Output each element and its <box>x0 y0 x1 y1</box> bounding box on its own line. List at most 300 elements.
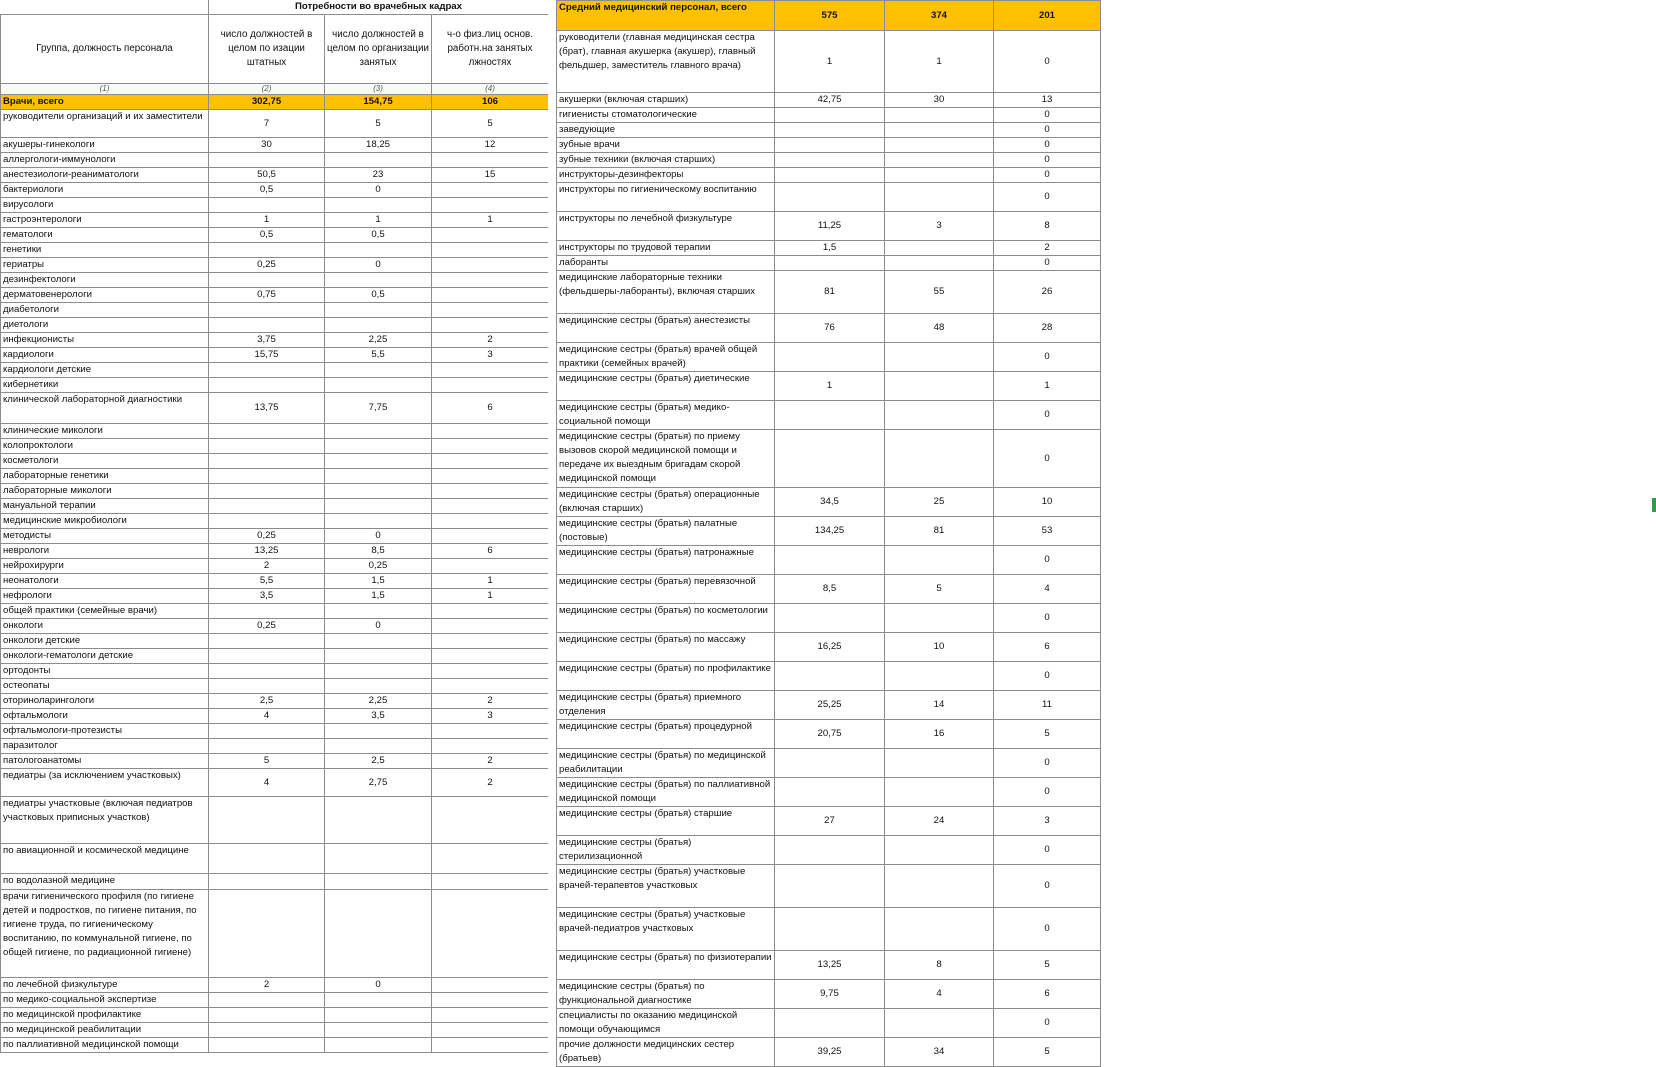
nurse-value-cell: 1 <box>994 372 1101 401</box>
physician-row <box>1 228 549 243</box>
nurse-value-cell: 9,75 <box>775 980 885 1009</box>
physician-value-cell <box>432 258 549 273</box>
nurse-position-cell: зубные врачи <box>557 138 775 153</box>
physician-value-cell <box>325 439 432 454</box>
nurse-value-cell <box>775 865 885 908</box>
physician-row <box>1 348 549 363</box>
nurse-value-cell <box>885 430 994 488</box>
physician-value-cell: 5 <box>325 110 432 138</box>
physician-position-cell: нефрологи <box>1 589 209 604</box>
physician-position-cell: остеопаты <box>1 679 209 694</box>
nurse-value-cell: 26 <box>994 271 1101 314</box>
nurse-value-cell: 0 <box>994 865 1101 908</box>
nurse-value-cell: 134,25 <box>775 517 885 546</box>
title-spacer <box>1 0 209 15</box>
physician-value-cell: 2 <box>432 754 549 769</box>
nurse-row <box>557 123 1101 138</box>
physician-position-cell: онкологи <box>1 619 209 634</box>
physician-row <box>1 890 549 978</box>
physician-position-cell: онкологи-гематологи детские <box>1 649 209 664</box>
nurse-row <box>557 778 1101 807</box>
nurse-position-cell: медицинские сестры (братья) по медицинской реабилитации <box>557 749 775 778</box>
nurse-position-cell: зубные техники (включая старших) <box>557 153 775 168</box>
nurse-value-cell <box>775 123 885 138</box>
physician-value-cell <box>432 153 549 168</box>
physician-value-cell <box>325 499 432 514</box>
nurse-position-cell: медицинские сестры (братья) перевязочной <box>557 575 775 604</box>
physician-value-cell <box>209 844 325 874</box>
physician-value-cell <box>432 559 549 574</box>
nurse-row <box>557 314 1101 343</box>
physician-value-cell <box>432 739 549 754</box>
physician-value-cell: 0,5 <box>209 183 325 198</box>
physician-value-cell <box>209 198 325 213</box>
nurse-value-cell <box>885 836 994 865</box>
nurse-value-cell: 0 <box>994 183 1101 212</box>
nursing-staffing-table <box>556 0 1101 1067</box>
physician-value-cell <box>325 890 432 978</box>
nurse-value-cell: 34,5 <box>775 488 885 517</box>
physician-value-cell: 1 <box>432 574 549 589</box>
physician-value-cell <box>432 303 549 318</box>
table-title: Потребности во врачебных кадрах <box>209 0 549 15</box>
physician-position-cell: педиатры (за исключением участковых) <box>1 769 209 797</box>
physician-row <box>1 198 549 213</box>
physician-value-cell: 3,5 <box>325 709 432 724</box>
physician-value-cell <box>432 469 549 484</box>
physician-value-cell <box>325 993 432 1008</box>
edge-marker <box>1652 498 1656 512</box>
physician-row <box>1 378 549 393</box>
nurse-value-cell: 0 <box>994 108 1101 123</box>
physician-row <box>1 363 549 378</box>
physician-position-cell: оториноларингологи <box>1 694 209 709</box>
nurse-value-cell: 1 <box>885 31 994 93</box>
physician-value-cell: 15,75 <box>209 348 325 363</box>
physician-row <box>1 424 549 439</box>
physician-position-cell: по медико-социальной экспертизе <box>1 993 209 1008</box>
physician-row <box>1 874 549 890</box>
total-staff: 302,75 <box>209 95 325 110</box>
nurse-value-cell <box>885 183 994 212</box>
physician-value-cell <box>432 619 549 634</box>
physician-value-cell: 0 <box>325 529 432 544</box>
nurse-value-cell <box>885 108 994 123</box>
nurse-row <box>557 836 1101 865</box>
nurse-position-cell: медицинские сестры (братья) по приему вызовов скорой медицинской помощи и передаче их выездным бригадам скорой медицинской помощи <box>557 430 775 488</box>
physician-value-cell <box>209 363 325 378</box>
subheader-1: (1) <box>1 84 209 95</box>
physician-position-cell: по лечебной физкультуре <box>1 978 209 993</box>
physician-position-cell: диабетологи <box>1 303 209 318</box>
physician-value-cell <box>209 243 325 258</box>
physician-value-cell: 12 <box>432 138 549 153</box>
physician-value-cell: 50,5 <box>209 168 325 183</box>
physician-value-cell: 13,75 <box>209 393 325 424</box>
physician-row <box>1 439 549 454</box>
physician-position-cell: дерматовенерологи <box>1 288 209 303</box>
physician-value-cell <box>209 739 325 754</box>
nurse-value-cell <box>775 153 885 168</box>
physician-value-cell <box>209 153 325 168</box>
physician-position-cell: лабораторные микологи <box>1 484 209 499</box>
physician-value-cell <box>432 978 549 993</box>
physician-value-cell: 2,25 <box>325 333 432 348</box>
physician-position-cell: гематологи <box>1 228 209 243</box>
physician-row <box>1 258 549 273</box>
physician-value-cell: 4 <box>209 769 325 797</box>
physician-position-cell: методисты <box>1 529 209 544</box>
physician-position-cell: анестезиологи-реаниматологи <box>1 168 209 183</box>
nurse-value-cell: 0 <box>994 430 1101 488</box>
nurse-value-cell: 34 <box>885 1038 994 1067</box>
physician-value-cell: 0 <box>325 619 432 634</box>
physician-value-cell <box>432 664 549 679</box>
nurse-value-cell <box>775 546 885 575</box>
physician-value-cell <box>209 890 325 978</box>
physician-value-cell <box>209 634 325 649</box>
nurse-row <box>557 980 1101 1009</box>
physician-value-cell <box>325 604 432 619</box>
nurse-row <box>557 241 1101 256</box>
physician-value-cell: 13,25 <box>209 544 325 559</box>
nurse-position-cell: медицинские сестры (братья) по паллиативной медицинской помощи <box>557 778 775 807</box>
physician-position-cell: по медицинской реабилитации <box>1 1023 209 1038</box>
nurse-row <box>557 749 1101 778</box>
nurse-position-cell: медицинские сестры (братья) палатные (постовые) <box>557 517 775 546</box>
physician-value-cell: 1,5 <box>325 589 432 604</box>
nurse-value-cell <box>775 183 885 212</box>
nurse-value-cell <box>885 123 994 138</box>
physician-value-cell <box>209 679 325 694</box>
physician-row <box>1 559 549 574</box>
physician-row <box>1 168 549 183</box>
physician-value-cell <box>325 273 432 288</box>
physician-row <box>1 454 549 469</box>
nurse-row <box>557 575 1101 604</box>
nurse-row <box>557 138 1101 153</box>
physician-row <box>1 183 549 198</box>
nurse-value-cell: 1 <box>775 31 885 93</box>
nurse-row <box>557 343 1101 372</box>
physician-position-cell: кардиологи детские <box>1 363 209 378</box>
physician-value-cell <box>209 439 325 454</box>
nurse-value-cell: 0 <box>994 31 1101 93</box>
physician-value-cell: 0 <box>325 978 432 993</box>
nurse-value-cell <box>775 168 885 183</box>
nurse-value-cell: 6 <box>994 633 1101 662</box>
physician-value-cell <box>325 243 432 258</box>
physician-position-cell: инфекционисты <box>1 333 209 348</box>
nurse-value-cell <box>885 168 994 183</box>
physician-value-cell <box>325 649 432 664</box>
nurse-row <box>557 604 1101 633</box>
physician-value-cell <box>209 469 325 484</box>
physician-value-cell <box>325 679 432 694</box>
physician-value-cell <box>325 514 432 529</box>
nurse-position-cell: медицинские лабораторные техники (фельдшеры-лаборанты), включая старших <box>557 271 775 314</box>
header-occupied-positions: число должностей в целом по организации занятых <box>325 15 432 84</box>
physician-value-cell <box>325 664 432 679</box>
physician-value-cell: 0,25 <box>209 258 325 273</box>
nurse-value-cell: 5 <box>994 1038 1101 1067</box>
nurse-row <box>557 372 1101 401</box>
nurse-row <box>557 546 1101 575</box>
physician-value-cell <box>325 844 432 874</box>
physician-value-cell: 0,5 <box>325 228 432 243</box>
nurse-value-cell: 76 <box>775 314 885 343</box>
nurse-position-cell: медицинские сестры (братья) стерилизационной <box>557 836 775 865</box>
physician-value-cell <box>209 424 325 439</box>
physician-row <box>1 797 549 844</box>
physician-row <box>1 754 549 769</box>
physician-value-cell <box>325 739 432 754</box>
physician-value-cell <box>432 724 549 739</box>
physician-value-cell: 30 <box>209 138 325 153</box>
nurse-row <box>557 271 1101 314</box>
physician-value-cell <box>432 844 549 874</box>
physician-row <box>1 1038 549 1053</box>
physician-position-cell: паразитолог <box>1 739 209 754</box>
physician-value-cell <box>209 499 325 514</box>
nurse-position-cell: специалисты по оказанию медицинской помощи обучающимся <box>557 1009 775 1038</box>
nurse-row <box>557 662 1101 691</box>
nurse-value-cell <box>885 372 994 401</box>
physician-value-cell <box>209 514 325 529</box>
nurse-position-cell: медицинские сестры (братья) приемного отделения <box>557 691 775 720</box>
physician-value-cell: 2,5 <box>209 694 325 709</box>
physician-row <box>1 529 549 544</box>
nurse-value-cell: 1 <box>775 372 885 401</box>
physician-row <box>1 604 549 619</box>
physician-row <box>1 393 549 424</box>
physician-row <box>1 288 549 303</box>
physician-value-cell <box>209 649 325 664</box>
physician-row <box>1 709 549 724</box>
physician-value-cell <box>432 439 549 454</box>
physician-value-cell <box>432 649 549 664</box>
physician-value-cell: 6 <box>432 393 549 424</box>
physician-row <box>1 303 549 318</box>
physician-value-cell <box>432 484 549 499</box>
physician-value-cell: 18,25 <box>325 138 432 153</box>
physician-position-cell: нейрохирурги <box>1 559 209 574</box>
physician-value-cell: 6 <box>432 544 549 559</box>
physician-row <box>1 213 549 228</box>
physician-value-cell <box>432 499 549 514</box>
physician-position-cell: по медицинской профилактике <box>1 1008 209 1023</box>
physician-value-cell <box>432 529 549 544</box>
physician-position-cell: офтальмологи <box>1 709 209 724</box>
subheader-3: (3) <box>325 84 432 95</box>
physician-position-cell: по авиационной и космической медицине <box>1 844 209 874</box>
physician-value-cell <box>432 890 549 978</box>
physician-value-cell: 0,25 <box>209 529 325 544</box>
nurse-value-cell: 53 <box>994 517 1101 546</box>
physician-position-cell: медицинские микробиологи <box>1 514 209 529</box>
physician-staffing-table <box>0 0 549 1053</box>
physician-position-cell: кардиологи <box>1 348 209 363</box>
nurse-row <box>557 108 1101 123</box>
physician-position-cell: неонатологи <box>1 574 209 589</box>
physician-position-cell: онкологи детские <box>1 634 209 649</box>
physician-value-cell <box>209 724 325 739</box>
physician-row <box>1 1023 549 1038</box>
physician-row <box>1 978 549 993</box>
total-label: Врачи, всего <box>1 95 209 110</box>
nurse-value-cell: 25 <box>885 488 994 517</box>
nurse-position-cell: заведующие <box>557 123 775 138</box>
nurse-value-cell: 10 <box>994 488 1101 517</box>
physician-value-cell: 2 <box>209 978 325 993</box>
physician-value-cell <box>209 874 325 890</box>
nurse-value-cell <box>775 1009 885 1038</box>
nurse-value-cell <box>885 256 994 271</box>
physician-value-cell <box>432 634 549 649</box>
physician-row <box>1 499 549 514</box>
total-individuals: 106 <box>432 95 549 110</box>
physician-row <box>1 679 549 694</box>
subheader-4: (4) <box>432 84 549 95</box>
physician-position-cell: клинической лабораторной диагностики <box>1 393 209 424</box>
nurse-position-cell: медицинские сестры (братья) процедурной <box>557 720 775 749</box>
physician-value-cell: 5 <box>209 754 325 769</box>
nurse-value-cell <box>775 108 885 123</box>
physician-position-cell: гериатры <box>1 258 209 273</box>
physician-position-cell: неврологи <box>1 544 209 559</box>
physician-row <box>1 589 549 604</box>
physician-value-cell <box>209 484 325 499</box>
nurse-row <box>557 93 1101 108</box>
physician-value-cell <box>325 1023 432 1038</box>
nurse-value-cell: 4 <box>885 980 994 1009</box>
header-group: Группа, должность персонала <box>1 15 209 84</box>
nurse-row <box>557 807 1101 836</box>
nurse-value-cell: 0 <box>994 401 1101 430</box>
physician-row <box>1 1008 549 1023</box>
physician-value-cell: 0,25 <box>209 619 325 634</box>
physician-row <box>1 694 549 709</box>
nurse-value-cell <box>775 401 885 430</box>
nurse-row <box>557 430 1101 488</box>
nurse-value-cell <box>885 604 994 633</box>
nurse-value-cell: 13 <box>994 93 1101 108</box>
physician-value-cell <box>432 318 549 333</box>
physician-value-cell <box>325 469 432 484</box>
physician-value-cell: 2 <box>432 333 549 348</box>
nurse-value-cell <box>775 778 885 807</box>
physician-row <box>1 469 549 484</box>
nurse-value-cell: 0 <box>994 836 1101 865</box>
physician-value-cell: 2 <box>432 769 549 797</box>
physician-value-cell: 3,5 <box>209 589 325 604</box>
nurse-row <box>557 1038 1101 1067</box>
physician-value-cell <box>209 797 325 844</box>
nurse-row <box>557 401 1101 430</box>
physician-value-cell <box>325 153 432 168</box>
physician-value-cell <box>432 797 549 844</box>
nurse-value-cell: 24 <box>885 807 994 836</box>
physician-value-cell <box>209 378 325 393</box>
nurse-value-cell: 0 <box>994 153 1101 168</box>
physician-row <box>1 574 549 589</box>
nurse-position-cell: медицинские сестры (братья) операционные (включая старших) <box>557 488 775 517</box>
physician-row <box>1 273 549 288</box>
nurse-value-cell: 0 <box>994 1009 1101 1038</box>
physician-value-cell: 15 <box>432 168 549 183</box>
physician-row <box>1 484 549 499</box>
nurse-position-cell: инструкторы-дезинфекторы <box>557 168 775 183</box>
physician-row <box>1 333 549 348</box>
physician-value-cell <box>432 1038 549 1053</box>
physician-position-cell: кибернетики <box>1 378 209 393</box>
physician-value-cell: 2,25 <box>325 694 432 709</box>
nurse-value-cell: 11 <box>994 691 1101 720</box>
nurse-value-cell <box>885 153 994 168</box>
physician-value-cell: 5,5 <box>325 348 432 363</box>
physician-value-cell <box>432 679 549 694</box>
physician-value-cell: 4 <box>209 709 325 724</box>
nurse-row <box>557 488 1101 517</box>
physician-value-cell <box>209 993 325 1008</box>
nurse-value-cell <box>885 865 994 908</box>
physician-value-cell: 7 <box>209 110 325 138</box>
physician-value-cell <box>432 243 549 258</box>
physician-value-cell <box>325 303 432 318</box>
physician-value-cell: 1,5 <box>325 574 432 589</box>
physician-value-cell <box>432 514 549 529</box>
physician-value-cell <box>325 424 432 439</box>
physician-row <box>1 769 549 797</box>
physician-row <box>1 664 549 679</box>
nurse-value-cell <box>775 662 885 691</box>
physician-value-cell <box>325 724 432 739</box>
nurse-row <box>557 168 1101 183</box>
physician-position-cell: лабораторные генетики <box>1 469 209 484</box>
physician-position-cell: диетологи <box>1 318 209 333</box>
physician-position-cell: клинические микологи <box>1 424 209 439</box>
physician-value-cell: 0,5 <box>325 288 432 303</box>
nurse-value-cell <box>885 749 994 778</box>
nurse-value-cell: 0 <box>994 138 1101 153</box>
physician-position-cell: врачи гигиенического профиля (по гигиене детей и подростков, по гигиене питания, по гигиене труда, по гигиеническому воспитанию, по коммунальной гигиене, по общей гигиене, по радиационной гигиене) <box>1 890 209 978</box>
physician-value-cell: 2 <box>209 559 325 574</box>
subheader-2: (2) <box>209 84 325 95</box>
physician-value-cell <box>432 604 549 619</box>
nurse-value-cell: 0 <box>994 662 1101 691</box>
physician-value-cell <box>432 874 549 890</box>
nurse-value-cell: 25,25 <box>775 691 885 720</box>
physician-row <box>1 649 549 664</box>
nurse-position-cell: медицинские сестры (братья) по профилактике <box>557 662 775 691</box>
nurse-position-cell: медицинские сестры (братья) по косметологии <box>557 604 775 633</box>
physician-value-cell: 0,75 <box>209 288 325 303</box>
nurse-position-cell: медицинские сестры (братья) по функциональной диагностике <box>557 980 775 1009</box>
nurse-row <box>557 720 1101 749</box>
nurse-row <box>557 865 1101 908</box>
physician-value-cell: 5 <box>432 110 549 138</box>
physician-position-cell: гастроэнтерологи <box>1 213 209 228</box>
nurse-value-cell: 8 <box>885 951 994 980</box>
physician-row <box>1 138 549 153</box>
header-staff-positions: число должностей в целом по изации штатных <box>209 15 325 84</box>
physician-value-cell <box>209 303 325 318</box>
nurse-value-cell <box>885 138 994 153</box>
nurse-value-cell <box>775 836 885 865</box>
physician-value-cell: 8,5 <box>325 544 432 559</box>
physician-position-cell: косметологи <box>1 454 209 469</box>
physician-value-cell <box>432 273 549 288</box>
